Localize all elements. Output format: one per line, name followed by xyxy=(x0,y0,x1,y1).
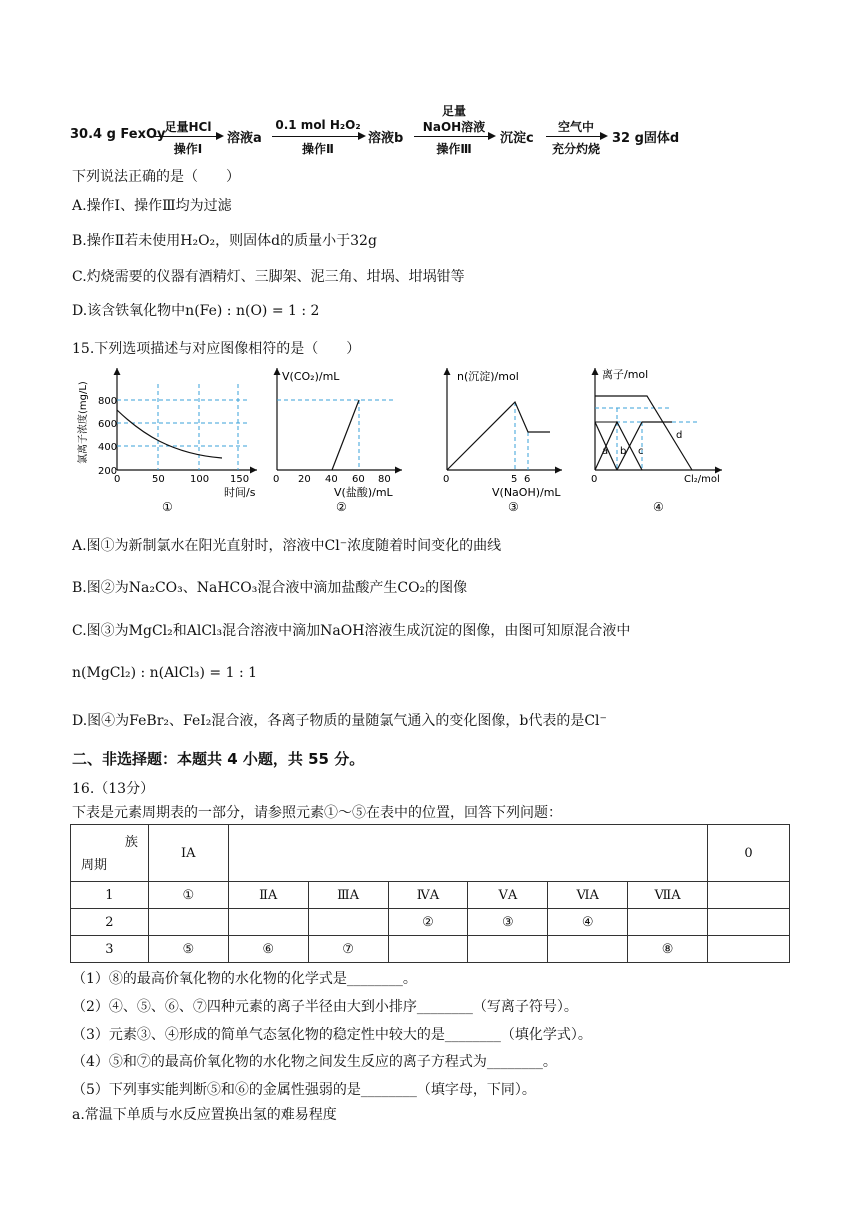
flow-arrow-2-bot: 操作Ⅱ xyxy=(302,142,334,156)
q15-graphs xyxy=(72,364,788,514)
q15-option-d: D.图④为FeBr₂、FeI₂混合液，各离子物质的量随氯气通入的变化图像，b代表的是Cl⁻ xyxy=(72,713,607,729)
g1-xtick-1: 50 xyxy=(152,474,165,485)
q16-intro: 下表是元素周期表的一部分，请参照元素①～⑤在表中的位置，回答下列问题： xyxy=(72,805,562,821)
flow-arrow-2 xyxy=(272,118,364,158)
cell-2-0 xyxy=(708,909,790,936)
q16-sub-3: （3）元素③、④形成的简单气态氢化物的稳定性中较大的是________（填化学式）。 xyxy=(72,1027,592,1043)
g2-xtick-4: 80 xyxy=(378,474,391,485)
cell-1-1: ① xyxy=(148,882,228,909)
cell-3-4 xyxy=(388,936,468,963)
cell-2-7 xyxy=(628,909,708,936)
g2-ylabel: V(CO₂)/mL xyxy=(282,370,340,383)
g1-xtick-2: 100 xyxy=(190,474,210,485)
group-header-5a: ⅤA xyxy=(468,882,548,909)
cell-2-5: ③ xyxy=(468,909,548,936)
g1-ytick-1: 400 xyxy=(98,442,118,453)
g4-xlabel: Cl₂/mol xyxy=(684,474,720,485)
cell-3-2: ⑥ xyxy=(228,936,308,963)
flow-node-b: 溶液b xyxy=(368,131,404,146)
period-2: 2 xyxy=(71,909,149,936)
q14-option-b: B.操作Ⅱ若未使用H₂O₂，则固体d的质量小于32g xyxy=(72,233,377,249)
cell-2-6: ④ xyxy=(548,909,628,936)
group-header-3a: ⅢA xyxy=(308,882,388,909)
g2-xtick-2: 40 xyxy=(325,474,338,485)
group-header-4a: ⅣA xyxy=(388,882,468,909)
q14-option-d: D.该含铁氧化物中n(Fe) : n(O) = 1 : 2 xyxy=(72,303,320,319)
flow-arrow-3 xyxy=(414,104,494,158)
g2-num: ② xyxy=(336,500,347,514)
g3-xtick-0: 0 xyxy=(443,474,450,485)
flow-arrow-1-bot: 操作Ⅰ xyxy=(173,142,203,156)
corner-period-label: 周期 xyxy=(81,858,108,873)
cell-1-0 xyxy=(708,882,790,909)
g1-ytick-0: 200 xyxy=(98,466,118,477)
q15-option-c: C.图③为MgCl₂和AlCl₃混合溶液中滴加NaOH溶液生成沉淀的图像，由图可知原混合液中 xyxy=(72,623,631,639)
cell-3-5 xyxy=(468,936,548,963)
flow-arrow-4-bot: 充分灼烧 xyxy=(551,142,600,156)
q16-sub-4: （4）⑤和⑦的最高价氧化物的水化物之间发生反应的离子方程式为________。 xyxy=(72,1054,557,1070)
g4-label-c: c xyxy=(638,446,644,457)
group-header-0: 0 xyxy=(708,825,790,882)
g4-num: ④ xyxy=(653,500,664,514)
g4-label-b: b xyxy=(620,446,627,457)
q16-head: 16.（13分） xyxy=(72,781,155,797)
corner-group-label: 族 xyxy=(124,835,138,850)
g1-ytick-3: 800 xyxy=(98,396,118,407)
cell-2-3 xyxy=(308,909,388,936)
section-2-title: 二、非选择题：本题共 4 小题，共 55 分。 xyxy=(72,750,365,768)
flow-arrow-4-top: 空气中 xyxy=(557,120,594,134)
q16-sub-2: （2）④、⑤、⑥、⑦四种元素的离子半径由大到小排序________（写离子符号）。 xyxy=(72,999,578,1015)
period-1: 1 xyxy=(71,882,149,909)
q15-option-a: A.图①为新制氯水在阳光直射时，溶液中Cl⁻浓度随着时间变化的曲线 xyxy=(72,538,502,554)
flow-node-a: 溶液a xyxy=(227,131,262,146)
group-header-7a: ⅦA xyxy=(628,882,708,909)
q16-sub-1: （1）⑧的最高价氧化物的水化物的化学式是________。 xyxy=(72,971,417,987)
cell-3-0 xyxy=(708,936,790,963)
group-header-2a: ⅡA xyxy=(228,882,308,909)
period-3: 3 xyxy=(71,936,149,963)
graph-1 xyxy=(76,368,257,514)
g3-xtick-2: 6 xyxy=(524,474,531,485)
cell-3-7: ⑧ xyxy=(628,936,708,963)
group-header-6a: ⅥA xyxy=(548,882,628,909)
g2-xtick-3: 60 xyxy=(352,474,365,485)
cell-2-2 xyxy=(228,909,308,936)
g1-xtick-0: 0 xyxy=(114,474,121,485)
q15-stem: 15.下列选项描述与对应图像相符的是（ ） xyxy=(72,341,361,357)
g3-xtick-1: 5 xyxy=(511,474,518,485)
cell-3-1: ⑤ xyxy=(148,936,228,963)
q16-sub-a: a.常温下单质与水反应置换出氢的难易程度 xyxy=(72,1107,337,1123)
graph-2 xyxy=(273,368,402,514)
q14-option-a: A.操作Ⅰ、操作Ⅲ均为过滤 xyxy=(72,198,232,214)
g4-label-a: a xyxy=(602,446,609,457)
g1-num: ① xyxy=(162,500,173,514)
g3-ylabel: n(沉淀)/mol xyxy=(457,370,519,383)
flow-diagram xyxy=(70,100,790,160)
q15-option-b: B.图②为Na₂CO₃、NaHCO₃混合液中滴加盐酸产生CO₂的图像 xyxy=(72,580,468,596)
group-header-1a: ⅠA xyxy=(148,825,228,882)
flow-arrow-3-top1: 足量 xyxy=(441,104,466,118)
flow-arrow-1 xyxy=(154,118,222,158)
flow-arrow-3-bot: 操作Ⅲ xyxy=(436,142,472,156)
flow-node-c: 沉淀c xyxy=(500,131,534,146)
q14-stem: 下列说法正确的是（ ） xyxy=(72,169,240,185)
flow-start: 30.4 g FexOy xyxy=(70,127,166,142)
g1-ylabel: 氯离子浓度(mg/L) xyxy=(78,381,89,464)
flow-arrow-4 xyxy=(546,118,606,158)
cell-3-3: ⑦ xyxy=(308,936,388,963)
cell-3-6 xyxy=(548,936,628,963)
table-corner xyxy=(71,825,149,882)
periodic-table xyxy=(70,824,790,963)
g1-xtick-3: 150 xyxy=(230,474,250,485)
graph-3 xyxy=(443,368,562,514)
g4-label-d: d xyxy=(676,430,683,441)
g4-x0: 0 xyxy=(591,474,598,485)
flow-arrow-3-top: NaOH溶液 xyxy=(422,120,486,134)
g1-xlabel: 时间/s xyxy=(224,486,256,499)
q15-option-c2: n(MgCl₂) : n(AlCl₃) = 1 : 1 xyxy=(72,665,258,681)
cell-2-1 xyxy=(148,909,228,936)
flow-arrow-2-top: 0.1 mol H₂O₂ xyxy=(275,118,361,132)
g3-num: ③ xyxy=(508,500,519,514)
q14-option-c: C.灼烧需要的仪器有酒精灯、三脚架、泥三角、坩埚、坩埚钳等 xyxy=(72,269,465,285)
flow-node-d: 32 g固体d xyxy=(612,131,680,146)
g2-xtick-1: 20 xyxy=(298,474,311,485)
flow-arrow-1-top: 足量HCl xyxy=(164,120,212,134)
g3-xlabel: V(NaOH)/mL xyxy=(492,486,561,499)
g2-xtick-0: 0 xyxy=(273,474,280,485)
q15-graphs-svg xyxy=(72,364,788,514)
cell-2-4: ② xyxy=(388,909,468,936)
g1-ytick-2: 600 xyxy=(98,419,118,430)
graph-4 xyxy=(591,368,722,514)
group-header-span xyxy=(228,825,707,882)
g2-xlabel: V(盐酸)/mL xyxy=(334,486,393,499)
g4-ylabel: 离子/mol xyxy=(602,368,649,381)
q16-sub-5: （5）下列事实能判断⑤和⑥的金属性强弱的是________（填字母，下同）。 xyxy=(72,1082,536,1098)
